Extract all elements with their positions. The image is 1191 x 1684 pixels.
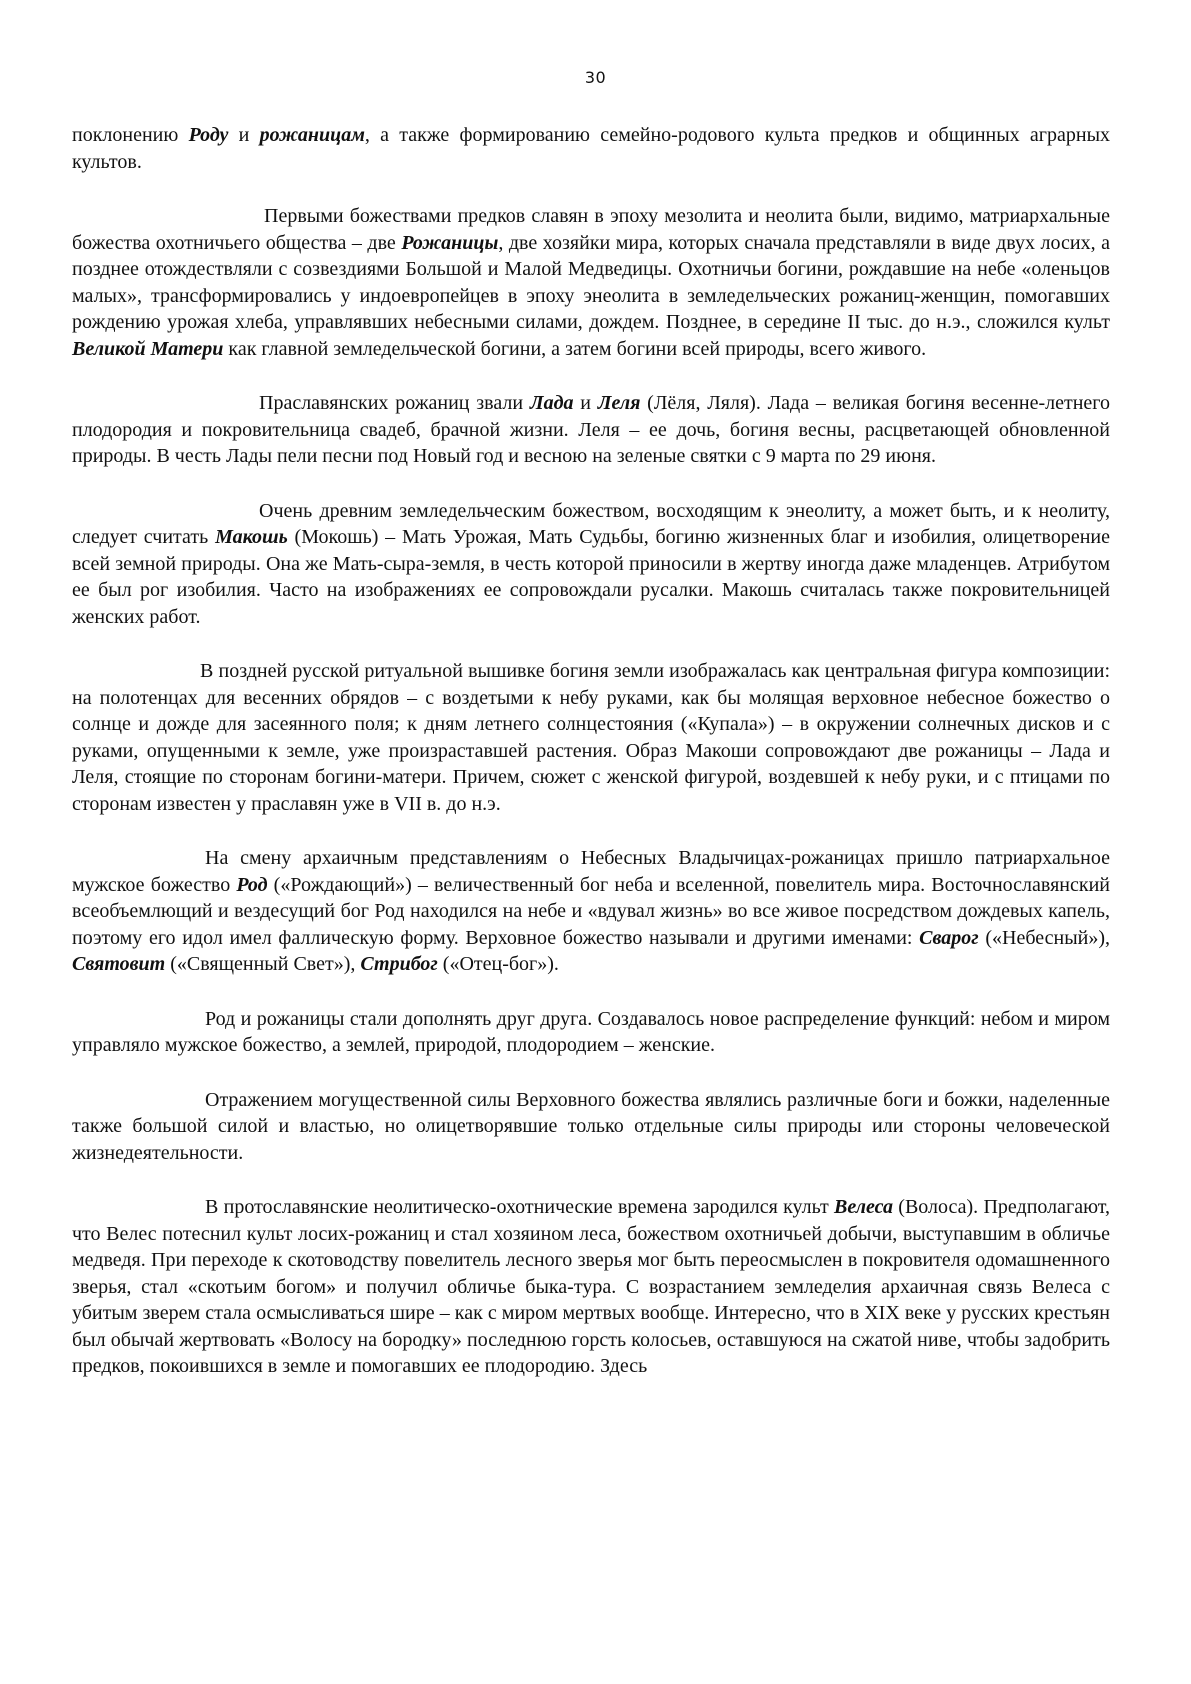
paragraph bbox=[72, 498, 1110, 631]
deity-name: Сварог bbox=[919, 926, 979, 949]
paragraph bbox=[72, 658, 1110, 817]
text-run: В протославянские неолитическо-охотнические времена зародился культ bbox=[205, 1196, 835, 1218]
text-run: (Лёля, Ляля). Лада – великая богиня весенне-летнего плодородия и покровительница свадеб, брачной жизни. Леля – ее дочь, богиня весны, расцветающей обновленной природы. В честь Лады пели песни под Новый год и весною на зеленые святки с 9 марта по 29 июня. bbox=[72, 392, 1111, 467]
deity-name: Рожаницы bbox=[401, 231, 499, 254]
text-run: («Рождающий») – величественный бог неба и вселенной, повелитель мира. Восточнославянский всеобъемлющий и вездесущий бог Род находился на небе и «вдувал жизнь» во все живое посредством дождевых капель, поэтому его идол имел фаллическую форму. Верховное божество называли и другими именами: bbox=[72, 873, 1110, 949]
deity-name: Стрибог bbox=[360, 953, 438, 975]
text-run: (Мокошь) – Мать Урожая, Мать Судьбы, богиню жизненных благ и изобилия, олицетворение всей земной природы. Она же Мать-сыра-земля, в честь которой приносили в жертву иногда даже младенцев. Атрибутом ее был рог изобилия. Часто на изображениях ее сопровождали русалки. Макошь считалась также покровительницей женских работ. bbox=[72, 526, 1110, 628]
text-run: Первыми божествами предков славян в эпоху мезолита и неолита были, видимо, матриархальные божества охотничьего общества – две bbox=[72, 205, 1110, 254]
paragraph bbox=[72, 390, 1110, 470]
deity-name: Святовит bbox=[72, 953, 166, 975]
text-run: (Волоса). Предполагают, что Велес потеснил культ лосих-рожаниц и стал хозяином леса, божеством охотничьей добычи, выступавшим в обличье медведя. При переходе к скотоводству повелитель лесного зверья мог быть переосмыслен в покровителя одомашненного зверья, стал «скотьим богом» и получил обличье быка-тура. С возрастанием земледелия архаичная связь Велеса с убитым зверем стала осмысливаться шире – как с миром мертвых вообще. Интересно, что в XIX веке у русских крестьян был обычай жертвовать «Волосу на бородку» последнюю горсть колосьев, оставшуюся на сжатой ниве, чтобы задобрить предков, покоившихся в земле и помогавших ее плодородию. Здесь bbox=[72, 1196, 1110, 1377]
page-number: 30 bbox=[584, 68, 607, 87]
paragraph bbox=[72, 1194, 1110, 1380]
text-run: На смену архаичным представлениям о Небесных Владычицах-рожаницах пришло патриархальное мужское божество bbox=[72, 847, 1110, 896]
text-run: и bbox=[573, 392, 598, 414]
text-run: («Священный Свет»), bbox=[165, 953, 361, 975]
paragraph bbox=[72, 845, 1110, 978]
deity-name: Великой Матери bbox=[72, 337, 224, 360]
text-run: Отражением могущественной силы Верховного божества являлись различные боги и божки, наделенные также большой силой и властью, но олицетворявшие только отдельные силы природы или стороны человеческой жизнедеятельности. bbox=[72, 1088, 1110, 1164]
text-run: («Небесный»), bbox=[978, 926, 1110, 949]
text-run: , а также формированию семейно-родового культа предков и общинных аграрных культов. bbox=[72, 124, 1111, 173]
deity-name: Род bbox=[236, 873, 268, 896]
deity-name: Леля bbox=[597, 392, 641, 414]
text-run: и bbox=[228, 124, 260, 146]
page-body bbox=[72, 122, 1110, 1380]
paragraph bbox=[72, 1006, 1110, 1059]
deity-name: Макошь bbox=[215, 526, 288, 548]
text-run: как главной земледельческой богини, а затем богини всей природы, всего живого. bbox=[223, 337, 927, 360]
text-run: В поздней русской ритуальной вышивке богиня земли изображалась как центральная фигура композиции: на полотенцах для весенних обрядов – с воздетыми к небу руками, как бы молящая верховное небесное божество о солнце и дожде для засеянного поля; к дням летнего солнцестояния («Купала») – в окружении солнечных дисков и с руками, опущенными к земле, уже произраставшей растения. Образ Макоши сопровождают две рожаницы – Лада и Леля, стоящие по сторонам богини-матери. Причем, сюжет с женской фигурой, воздевшей к небу руки, и с птицами по сторонам известен у праславян уже в VII в. до н.э. bbox=[72, 660, 1110, 815]
text-run: Род и рожаницы стали дополнять друг друга. Создавалось новое распределение функций: небом и миром управляло мужское божество, а землей, природой, плодородием – женские. bbox=[72, 1007, 1110, 1056]
paragraph bbox=[72, 1087, 1110, 1167]
text-run: Очень древним земледельческим божеством, восходящим к энеолиту, а может быть, и к неолиту, следует считать bbox=[72, 499, 1110, 548]
paragraph bbox=[72, 122, 1110, 175]
text-run: («Отец-бог»). bbox=[437, 953, 559, 975]
deity-name: Лада bbox=[529, 392, 574, 414]
deity-name: рожаницам bbox=[259, 124, 365, 146]
text-run: поклонению bbox=[72, 124, 189, 146]
text-run: Праславянских рожаниц звали bbox=[259, 392, 530, 414]
deity-name: Роду bbox=[188, 124, 229, 146]
deity-name: Велеса bbox=[834, 1196, 894, 1218]
paragraph bbox=[72, 203, 1110, 362]
text-run: , две хозяйки мира, которых сначала представляли в виде двух лосих, а позднее отождествляли с созвездиями Большой и Малой Медведицы. Охотничьи богини, рождавшие на небе «оленьцов малых», трансформировались у индоевропейцев в эпоху энеолита в земледельческих рожаниц-женщин, помогавших рождению урожая хлеба, управлявших небесными силами, дождем. Позднее, в середине II тыс. до н.э., сложился культ bbox=[72, 231, 1111, 333]
